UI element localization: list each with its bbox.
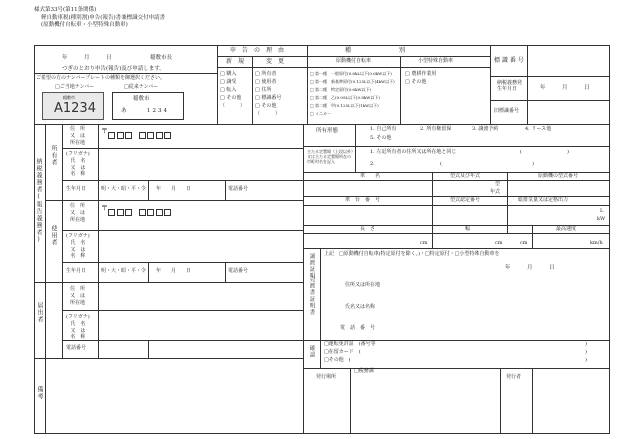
owner-phone-label: 電話番号 (228, 186, 249, 192)
location-opt1-paren: ( ) (520, 149, 569, 155)
owner-postal-mark: 〒 (101, 127, 108, 135)
length-unit: cm (420, 240, 428, 246)
normal-plate-number: 1234 (147, 108, 169, 114)
transfer-side-2: 売渡書 (308, 276, 315, 296)
transfer-addr-label: 住所又は所在地 (345, 282, 381, 288)
ownership-label: 所有形態 (316, 128, 339, 134)
normal-plate (112, 92, 184, 120)
rule (217, 45, 610, 46)
rule (350, 368, 351, 434)
reason-new-1[interactable]: □ 購入 (220, 71, 237, 77)
model-unit: 型 (495, 181, 501, 187)
confirm-paren-3: ) (585, 357, 587, 363)
transfer-date: 年 月 日 (505, 265, 555, 271)
moped-1[interactable]: □ 第一種 一般原付(0.6kL以下|0.6kW以下) (310, 71, 392, 76)
width-unit: cm (495, 240, 503, 246)
plate-opt-normal[interactable]: □従来ナンバー (124, 84, 159, 90)
rule (507, 172, 508, 233)
rule (303, 180, 610, 181)
reason-change-2[interactable]: □ 使用者 (255, 79, 277, 85)
rule (62, 282, 63, 358)
normal-plate-kana: あ (121, 108, 127, 114)
plate-note: ご希望の方のナンバープレートの種類を御選択ください。 (36, 75, 165, 81)
approval-header: 型式認定番号 (450, 197, 481, 203)
recipient: 稲敷市長 (150, 55, 173, 61)
width-header: 幅 (465, 226, 471, 232)
rule (303, 124, 304, 434)
confirm-label: 確認 (308, 345, 315, 358)
rule (148, 340, 149, 358)
issue-place-item[interactable]: □税務課 (354, 368, 374, 374)
ownership-opt5[interactable]: 5. その他 (370, 135, 392, 141)
rule (225, 180, 226, 200)
reason-new-5: （ ） (220, 103, 246, 109)
rule (355, 124, 356, 172)
reason-change-6: （ ） (255, 111, 281, 117)
moped-3[interactable]: □ 第二種 特定原付(0.6kW以下) (310, 87, 372, 92)
reason-new-header: 新 規 (226, 58, 245, 65)
normal-plate-city: 稲敷市 (133, 96, 150, 102)
plate-city: 稲敷市 (63, 95, 75, 100)
confirm-paren-1: ) (585, 341, 587, 347)
ownership-opt1[interactable]: 1. 自己所有 (370, 126, 397, 132)
confirm-item2[interactable]: □在留カード ( (324, 349, 361, 355)
user-postal-boxes[interactable] (108, 204, 173, 220)
location-opt1[interactable]: 1. 左記所有者の住所又は所在地と同じ (370, 149, 457, 155)
owner-birth-value: 明・大・昭・平・令 年 月 日 (101, 186, 192, 192)
reason-change-1[interactable]: □ 所有者 (255, 71, 277, 77)
plate-number: A1234 (54, 101, 96, 116)
reason-change-4[interactable]: □ 標識番号 (255, 95, 282, 101)
moped-5[interactable]: □ 第二種 甲(0.125L以下|1kW以下) (310, 103, 379, 108)
taxpayer-side-label: 納税義務者(報告義務者) (35, 158, 42, 244)
issue-place-label: 発行場所 (316, 374, 337, 380)
length-header: 長 さ (360, 226, 376, 232)
filer-side-label: 届出者 (36, 302, 43, 323)
location-opt2-paren: ( ) (440, 161, 534, 167)
rule (34, 124, 610, 125)
rule (217, 56, 490, 57)
location-label: 主たる定置場（上段以外）又は主たる定置場所在の市町村名を記入 (307, 149, 353, 165)
rule (303, 146, 610, 147)
issue-date-value: 年 月 日 (540, 85, 590, 91)
filer-phone-label: 電話番号 (66, 345, 87, 351)
category-special-header: 小型特殊自動車 (418, 58, 454, 64)
rule (527, 45, 528, 124)
rule (490, 100, 610, 101)
issue-date-label: 納税義務発生年月日 (497, 80, 523, 92)
remarks-label: 備考 (36, 386, 43, 400)
owner-label: 所有者 (50, 145, 57, 166)
location-opt2[interactable]: 2. (370, 161, 375, 167)
rule (532, 368, 533, 434)
submit-date: 年 月 日 (62, 55, 112, 61)
user-addr-label: 住 所 又 は 所在地 (70, 203, 86, 223)
moped-6[interactable]: □ ミニカー (310, 111, 332, 116)
reason-new-4[interactable]: □ その他 (220, 95, 242, 101)
special-2[interactable]: □ その他 (405, 79, 427, 85)
year-unit: 年式 (490, 189, 501, 195)
special-1[interactable]: □ 農耕作業用 (405, 71, 437, 77)
rule (62, 310, 303, 311)
sign-number-label: 標 識 番 号 (494, 57, 524, 64)
form-title-1: 軽自動車税(種別割)申告(報告)書兼標識交付申請書 (41, 15, 166, 21)
rule (303, 205, 610, 206)
moped-4[interactable]: □ 第二種 乙(0.09L以下|0.8kW以下) (310, 95, 380, 100)
engine-model-header: 原動機の型式番号 (538, 173, 579, 179)
kw-unit: kW (597, 216, 606, 222)
rule (217, 67, 490, 68)
ownership-opt2[interactable]: 2. 所有権留保 (420, 126, 452, 132)
user-birth-label: 生年月日 (66, 268, 87, 274)
rule (500, 368, 501, 434)
transfer-name-label: 氏名又は名称 (345, 304, 376, 310)
rule (490, 45, 491, 124)
owner-addr-label: 住 所 又 は 所在地 (70, 126, 86, 146)
rule (98, 124, 99, 358)
rule (303, 248, 610, 249)
rule (303, 233, 610, 234)
rule (62, 230, 303, 231)
old-sign-label: 旧標識番号 (494, 108, 520, 114)
rule (490, 76, 610, 77)
rule (34, 73, 217, 74)
rule (225, 262, 226, 282)
category-header: 種 別 (345, 47, 406, 54)
ownership-opt4[interactable]: 4. リース他 (525, 126, 552, 132)
user-name-label: (フリガナ) 氏 名 又 は 名 称 (66, 233, 90, 260)
form-title-2: (原動機付自転車・小型特殊自動車) (41, 22, 128, 28)
category-moped-header: 原動機付自転車 (336, 58, 372, 64)
rule (62, 180, 303, 181)
transfer-side-3: 証明書 (308, 296, 315, 316)
ownership-opt3[interactable]: 3. 譲渡予約 (472, 126, 499, 132)
local-plate-image (42, 92, 104, 120)
rule (45, 124, 46, 434)
vehicle-name-header: 車 名 (360, 173, 381, 179)
rule (34, 282, 303, 283)
filer-addr-label: 住 所 又 は 所在地 (70, 286, 86, 306)
reason-header: 申 告 の 理 由 (230, 47, 285, 54)
reason-new-2[interactable]: □ 譲受 (220, 79, 237, 85)
transfer-phone-label: 電 話 番 号 (340, 325, 376, 331)
vehicle-model-year-header: 型式及び年式 (450, 173, 481, 179)
reason-new-3[interactable]: □ 転入 (220, 87, 237, 93)
moped-2[interactable]: □ 第一種 新基準原付(0.125L以下|4kW以下) (310, 79, 395, 84)
rule (62, 340, 303, 341)
rule (62, 148, 303, 149)
rule (432, 172, 433, 248)
confirm-item1[interactable]: □運転免許証 (番号等 (324, 341, 376, 347)
owner-postal-boxes[interactable] (108, 127, 173, 143)
owner-name-label: (フリガナ) 氏 名 又 は 名 称 (66, 151, 90, 178)
filer-name-label: (フリガナ) 氏 名 又 は 名 称 (66, 314, 90, 341)
owner-birth-label: 生年月日 (66, 186, 87, 192)
form-number: 様式第33号(第11条関係) (34, 7, 97, 13)
rule (45, 200, 303, 201)
reason-change-3[interactable]: □ 住所 (255, 87, 272, 93)
user-postal-mark: 〒 (101, 204, 108, 212)
rule (320, 248, 321, 368)
reason-change-header: 変 更 (266, 58, 285, 65)
speed-header: 最高速度 (556, 226, 577, 232)
user-phone-label: 電話番号 (228, 268, 249, 274)
plate-opt-local[interactable]: □ご当地ナンバー (55, 84, 95, 90)
chassis-header: 車 台 番 号 (345, 197, 381, 203)
l-unit: L (600, 208, 604, 214)
reason-change-5[interactable]: □ その他 (255, 103, 277, 109)
issuer-label: 発行者 (506, 374, 522, 380)
displacement-header: 総排気量又は定格出力 (518, 197, 569, 203)
user-label: 使用者 (50, 225, 57, 246)
rule (532, 225, 533, 248)
transfer-side-1: 譲渡証明 (308, 253, 315, 279)
confirm-item3[interactable]: □その他 ( (324, 357, 351, 363)
confirm-paren-2: ) (585, 349, 587, 355)
rule (62, 262, 303, 263)
speed-unit: km/h (590, 240, 603, 246)
transfer-statement: 上記 □原動機付自転車(特定原付を除く。)・□特定原付・□小型特殊自動車を (324, 251, 500, 257)
height-unit: cm (520, 240, 528, 246)
user-birth-value: 明・大・昭・平・令 年 月 日 (101, 268, 192, 274)
statement: つぎのとおり申告(報告)及び申請します。 (62, 66, 165, 72)
rule (34, 358, 303, 359)
